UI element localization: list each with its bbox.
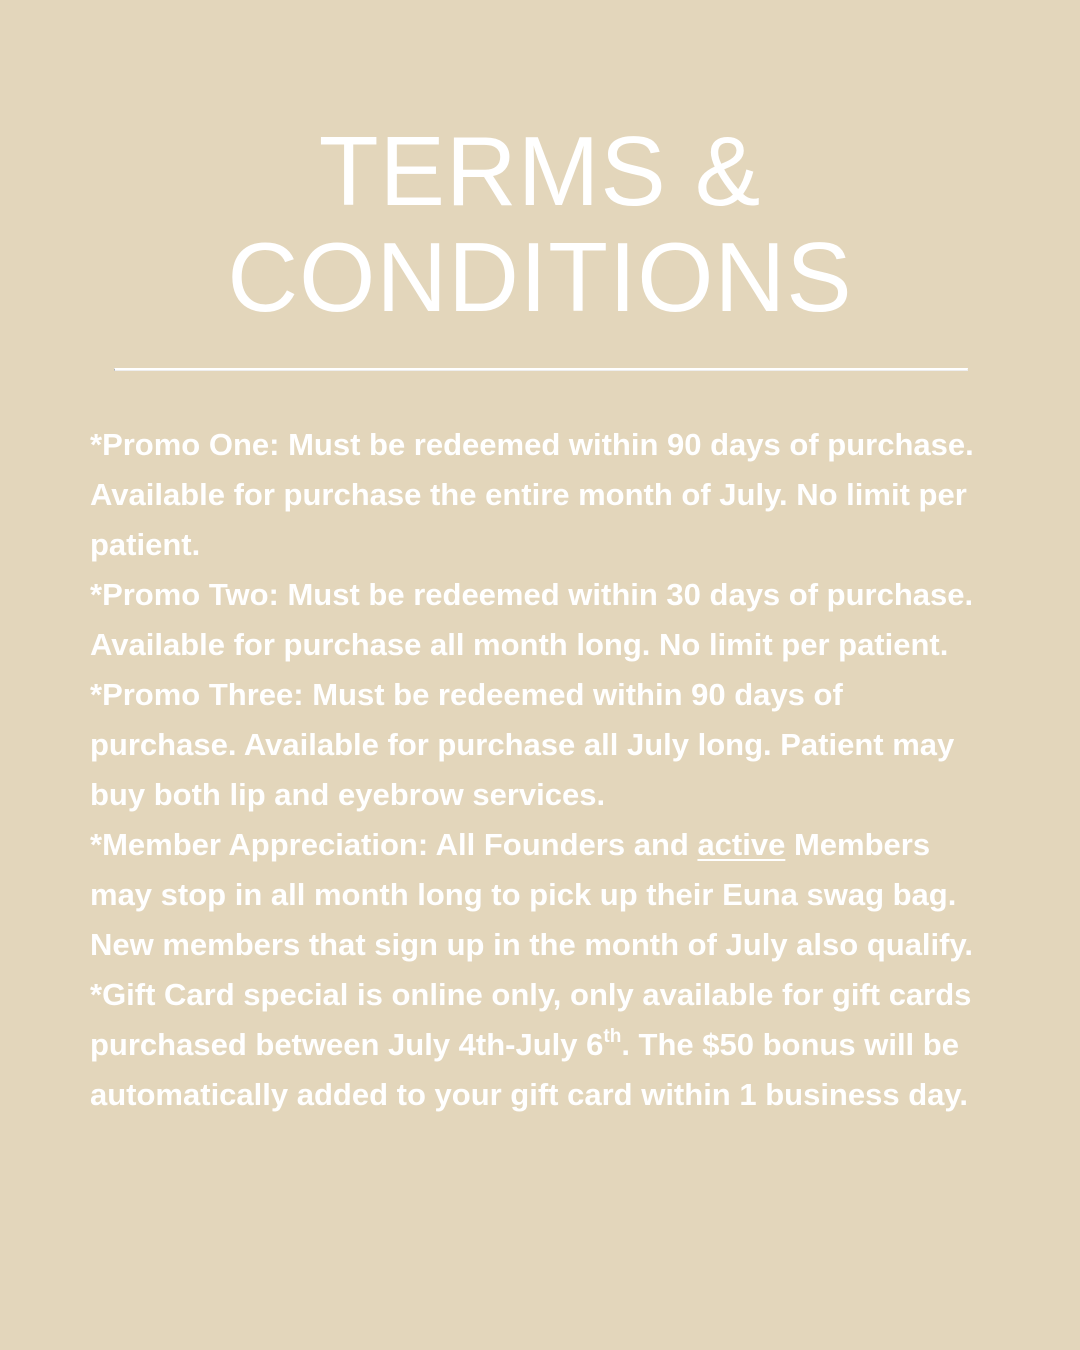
term-member-appreciation — [90, 820, 990, 970]
term-promo-one: *Promo One: Must be redeemed within 90 days of purchase. Available for purchase the entire month of July. No limit per patient. — [90, 427, 974, 562]
term-gift-card — [90, 970, 990, 1120]
title-line-1: TERMS & — [318, 116, 762, 226]
terms-list — [90, 420, 990, 1120]
title-line-2: CONDITIONS — [227, 222, 853, 332]
title-divider — [114, 368, 968, 371]
term-promo-three: *Promo Three: Must be redeemed within 90 days of purchase. Available for purchase all July long. Patient may buy both lip and eyebrow services. — [90, 677, 955, 812]
page-title — [0, 118, 1080, 330]
member-appreciation-text-start: *Member Appreciation: All Founders and — [90, 827, 698, 862]
ordinal-superscript: th — [603, 1026, 622, 1047]
gift-card-text-end: . The $50 bonus will be automatically added to your gift card within 1 business day. — [90, 1027, 968, 1112]
active-emphasis: active — [697, 827, 786, 862]
member-appreciation-text-end: Members may stop in all month long to pick up their Euna swag bag. New members that sign up in the month of July also qualify. — [90, 827, 974, 962]
term-promo-two: *Promo Two: Must be redeemed within 30 days of purchase. Available for purchase all month long. No limit per patient. — [90, 577, 974, 662]
gift-card-text-start: *Gift Card special is online only, only available for gift cards purchased between July 4th-July 6 — [90, 977, 972, 1062]
